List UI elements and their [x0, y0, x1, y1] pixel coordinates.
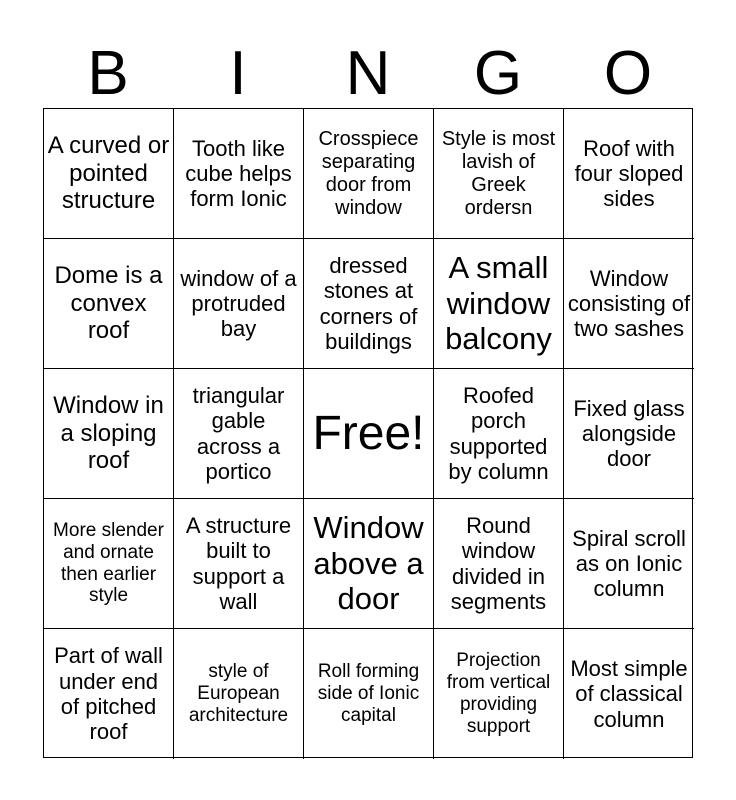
bingo-cell[interactable]: Part of wall under end of pitched roof	[44, 629, 174, 759]
bingo-cell[interactable]: Window above a door	[304, 499, 434, 629]
free-space-cell[interactable]: Free!	[304, 369, 434, 499]
bingo-board	[43, 108, 693, 758]
bingo-cell[interactable]: triangular gable across a portico	[174, 369, 304, 499]
bingo-cell[interactable]: Tooth like cube helps form Ionic	[174, 109, 304, 239]
bingo-cell[interactable]: A structure built to support a wall	[174, 499, 304, 629]
bingo-cell[interactable]: Projection from vertical providing support	[434, 629, 564, 759]
bingo-cell[interactable]: Style is most lavish of Greek ordersn	[434, 109, 564, 239]
header-letter-i: I	[229, 39, 247, 108]
bingo-cell[interactable]: Window consisting of two sashes	[564, 239, 694, 369]
bingo-cell[interactable]: Most simple of classical column	[570, 656, 688, 732]
bingo-cell[interactable]: Fixed glass alongside door	[564, 369, 694, 499]
bingo-cell[interactable]: Roof with four sloped sides	[564, 109, 694, 239]
bingo-cell[interactable]: Roll forming side of Ionic capital	[304, 629, 434, 759]
header-letter-b: B	[87, 39, 129, 108]
bingo-cell[interactable]: dressed stones at corners of buildings	[304, 239, 434, 369]
bingo-cell[interactable]: Round window divided in segments	[434, 499, 564, 629]
bingo-cell[interactable]: style of European architecture	[174, 629, 304, 759]
bingo-cell[interactable]: Window in a sloping roof	[44, 369, 174, 499]
bingo-header	[43, 34, 693, 114]
bingo-cell[interactable]: A curved or pointed structure	[44, 109, 174, 239]
bingo-cell[interactable]: window of a protruded bay	[174, 239, 304, 369]
bingo-cell[interactable]: Crosspiece separating door from window	[304, 109, 434, 239]
bingo-cell[interactable]: A small window balcony	[434, 239, 564, 369]
header-letter-g: G	[473, 39, 523, 108]
header-letter-o: O	[603, 39, 653, 108]
bingo-cell[interactable]: More slender and ornate then earlier style	[44, 499, 174, 629]
header-letter-n: N	[345, 39, 391, 108]
bingo-cell[interactable]: Roofed porch supported by column	[434, 369, 564, 499]
bingo-cell[interactable]: Spiral scroll as on Ionic column	[564, 499, 694, 629]
bingo-cell[interactable]: Dome is a convex roof	[44, 239, 174, 369]
